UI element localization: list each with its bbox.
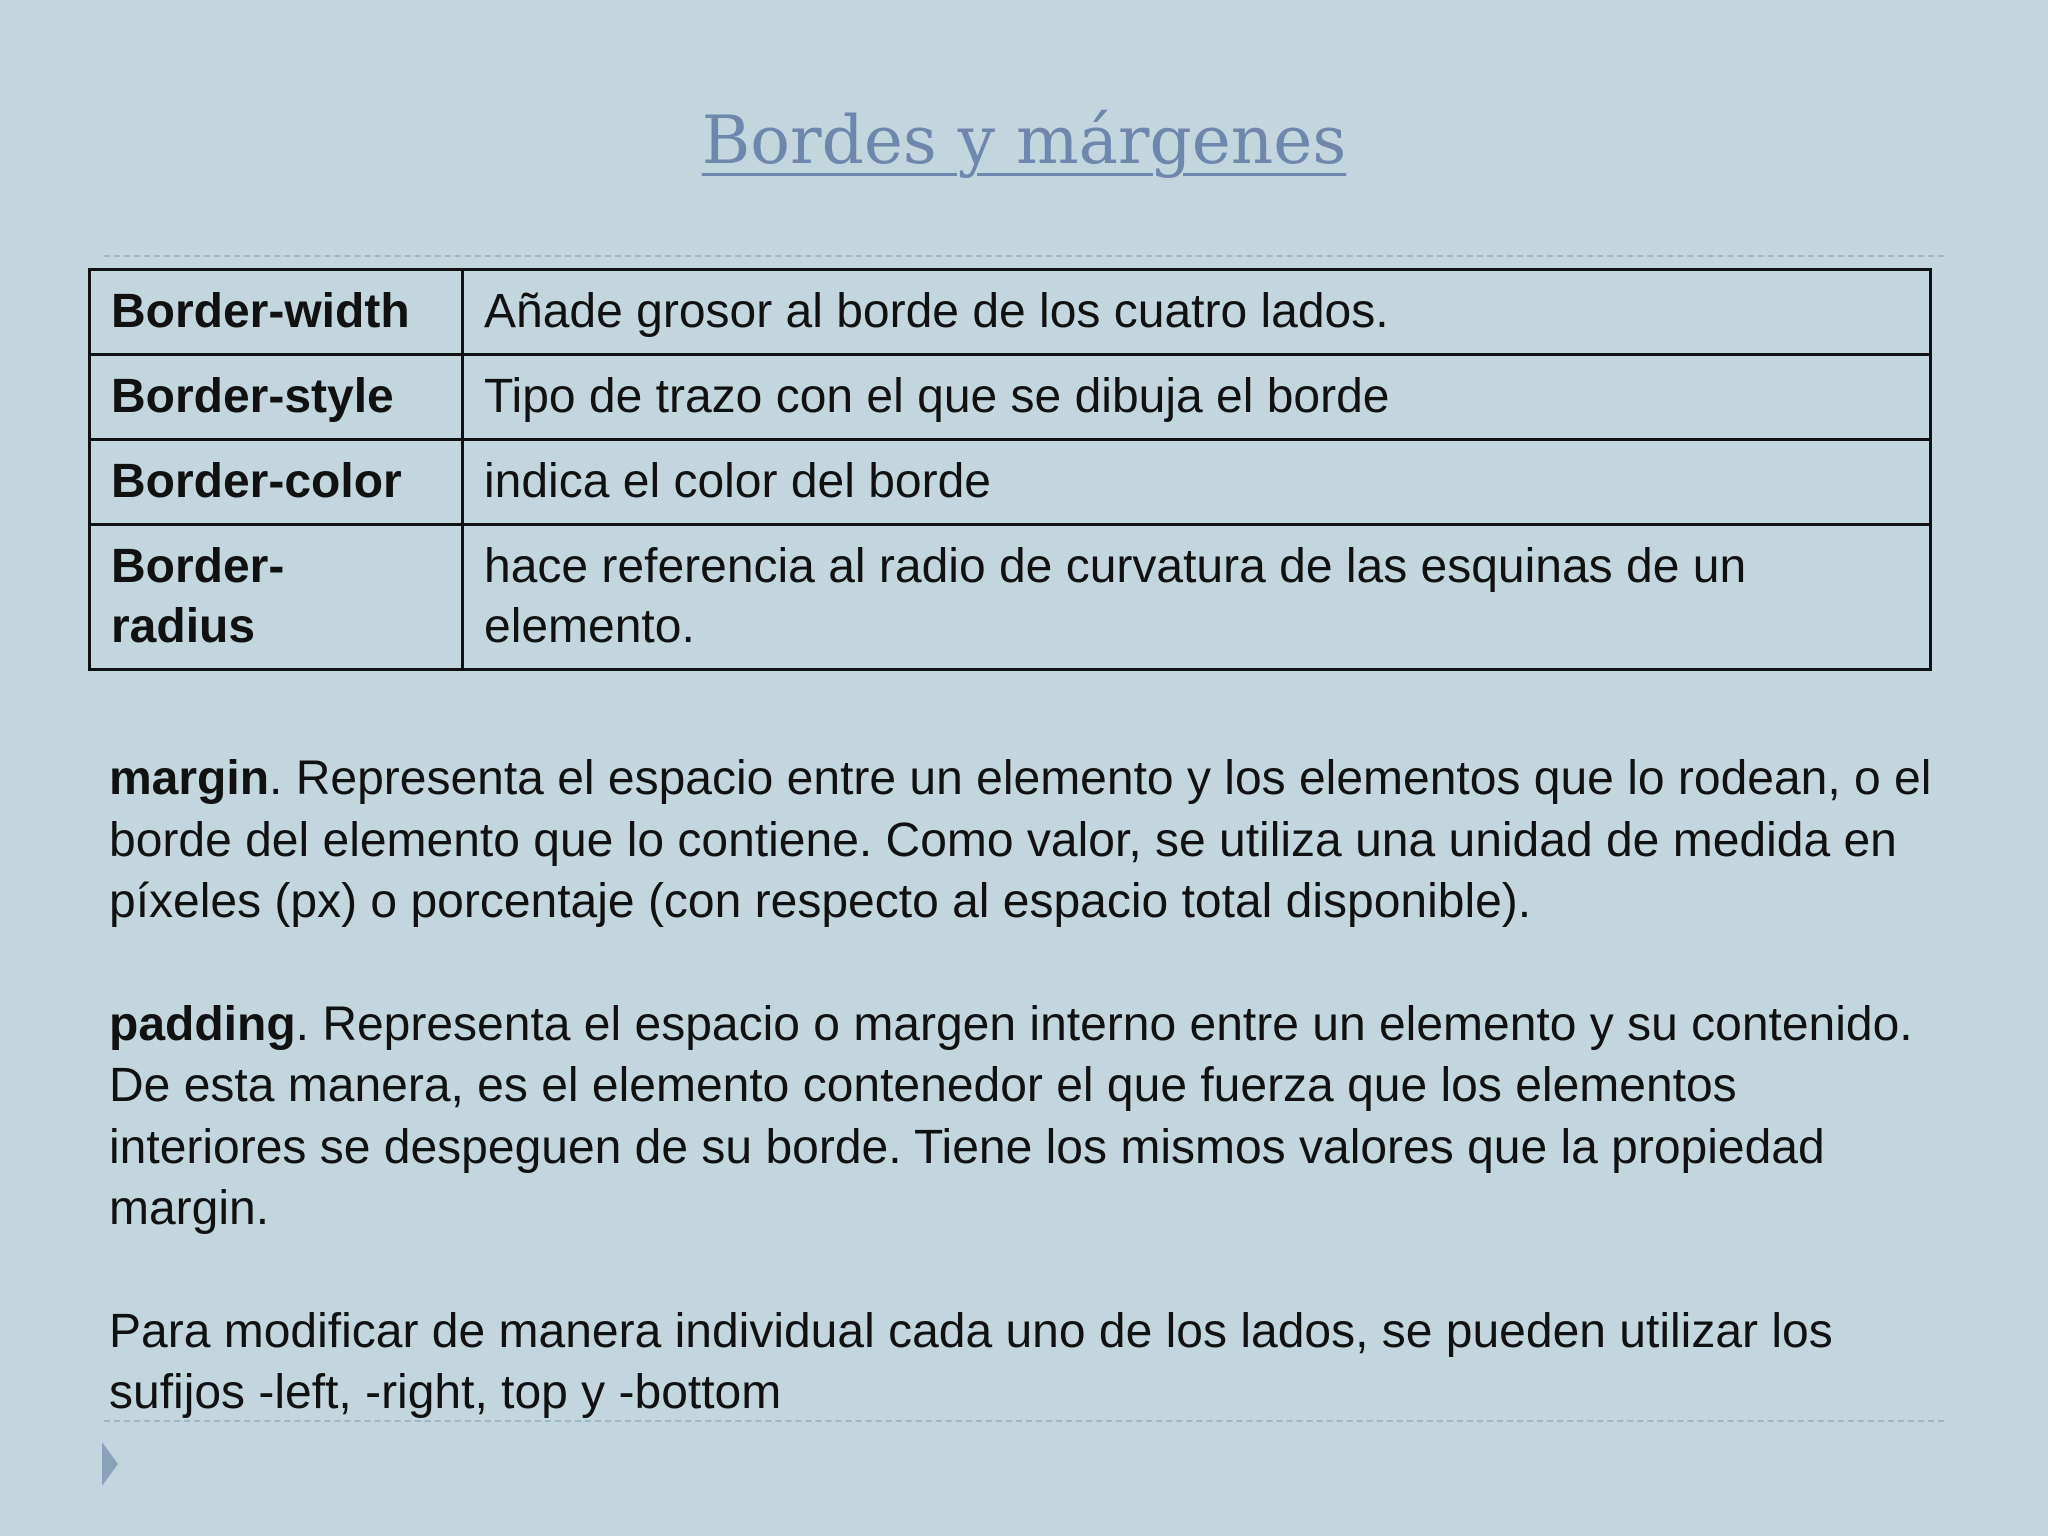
slide-title: Bordes y márgenes (701, 102, 1347, 179)
sides-text-start: Para modificar de manera individual cada uno de los lados, se pueden utilizar los (109, 1304, 1833, 1358)
sides-paragraph (109, 1301, 1939, 1424)
property-name-cell: Border-color (90, 440, 463, 525)
table-row (90, 355, 1931, 440)
bottom-dashed-rule (104, 1420, 1944, 1422)
sides-text-end: sufijos -left, -right, top y -bottom (109, 1366, 782, 1419)
property-description-cell: hace referencia al radio de curvatura de las esquinas de un elemento. (463, 525, 1931, 670)
property-description-cell: indica el color del borde (463, 440, 1931, 525)
padding-paragraph (109, 994, 1939, 1240)
property-name-line-2: radius (111, 600, 256, 653)
margin-paragraph (109, 748, 1939, 933)
padding-term: padding (109, 997, 296, 1051)
property-description-cell: Añade grosor al borde de los cuatro lados. (463, 270, 1931, 355)
padding-text: . Representa el espacio o margen interno entre un elemento y su contenido. De esta manera, es el elemento contenedor el que fuerza que los elementos interiores se despeguen de su borde. Tiene los mismos valores que la propiedad margin. (109, 997, 1913, 1235)
property-name-cell (90, 525, 463, 670)
body-text (109, 748, 1939, 1485)
property-description-cell: Tipo de trazo con el que se dibuja el borde (463, 355, 1931, 440)
property-name-cell: Border-style (90, 355, 463, 440)
top-dashed-rule (104, 255, 1944, 257)
triangle-right-icon (102, 1442, 118, 1486)
margin-term: margin (109, 752, 270, 805)
margin-text: . Representa el espacio entre un elemento y los elementos que lo rodean, o el borde del elemento que lo contiene. Como valor, se utiliza una unidad de medida en píxeles (px) o porcentaje (con respecto al espacio total disponible). (109, 752, 1932, 928)
property-name-line-1: Border- (111, 540, 285, 593)
border-properties-table (88, 268, 1932, 671)
table-row (90, 440, 1931, 525)
table-row (90, 525, 1931, 670)
property-name-cell: Border-width (90, 270, 463, 355)
table-row (90, 270, 1931, 355)
